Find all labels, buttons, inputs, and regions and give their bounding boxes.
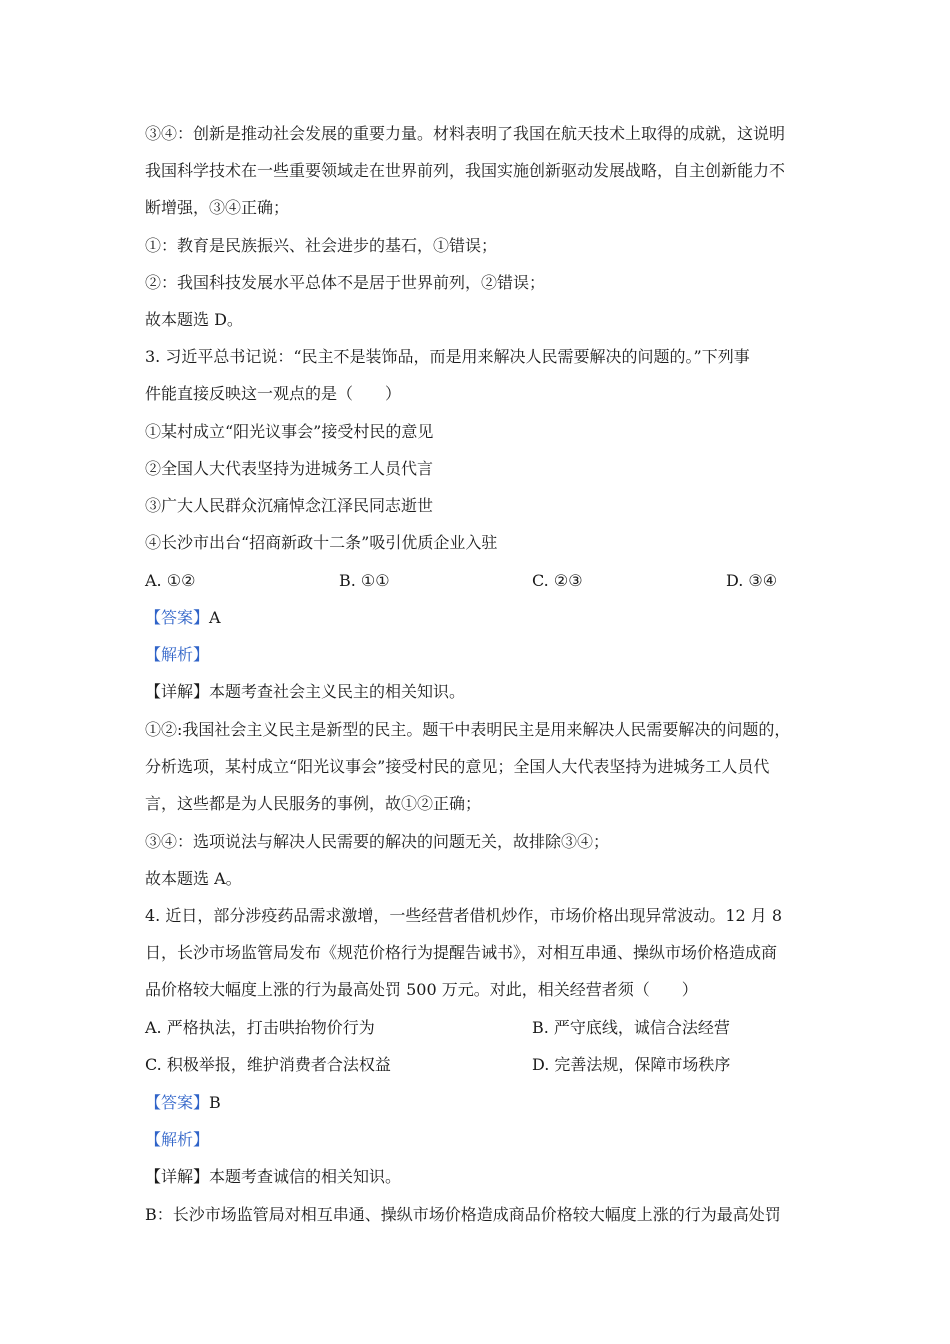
q3-option-c: C. ②③ bbox=[532, 571, 583, 590]
detail-tag: 【详解】 bbox=[145, 1167, 210, 1186]
q2-analysis-line: ③④：创新是推动社会发展的重要力量。材料表明了我国在航天技术上取得的成就，这说明 bbox=[145, 124, 786, 143]
q3-analysis-line: ①②:我国社会主义民主是新型的民主。题干中表明民主是用来解决人民需要解决的问题的， bbox=[145, 720, 791, 739]
answer-value: B bbox=[209, 1093, 221, 1112]
q3-answer bbox=[145, 608, 221, 628]
q3-option-d: D. ③④ bbox=[726, 571, 778, 590]
q4-detail bbox=[145, 1167, 401, 1187]
analysis-tag: 【解析】 bbox=[145, 645, 210, 664]
q4-answer bbox=[145, 1093, 221, 1113]
q3-detail bbox=[145, 682, 465, 702]
q2-analysis-line: 断增强，③④正确； bbox=[145, 198, 290, 217]
q2-analysis-line: 我国科学技术在一些重要领域走在世界前列，我国实施创新驱动发展战略，自主创新能力不 bbox=[145, 161, 786, 180]
q4-option-a: A. 严格执法，打击哄抬物价行为 bbox=[145, 1018, 375, 1037]
q3-stem: 件能直接反映这一观点的是（ ） bbox=[145, 384, 402, 403]
answer-tag: 【答案】 bbox=[145, 608, 210, 627]
analysis-tag: 【解析】 bbox=[145, 1130, 210, 1149]
detail-text: 本题考查社会主义民主的相关知识。 bbox=[209, 682, 466, 701]
q3-item: ③广大人民群众沉痛悼念江泽民同志逝世 bbox=[145, 496, 434, 515]
q4-stem: 4. 近日，部分涉疫药品需求激增，一些经营者借机炒作，市场价格出现异常波动。12 月 8 bbox=[145, 906, 783, 925]
q2-analysis-line: ①：教育是民族振兴、社会进步的基石，①错误； bbox=[145, 236, 498, 255]
q4-option-b: B. 严守底线，诚信合法经营 bbox=[532, 1018, 730, 1037]
q4-option-d: D. 完善法规，保障市场秩序 bbox=[532, 1055, 731, 1074]
answer-value: A bbox=[209, 608, 221, 627]
q4-analysis-line: B：长沙市场监管局对相互串通、操纵市场价格造成商品价格较大幅度上涨的行为最高处罚 bbox=[145, 1205, 781, 1224]
q3-analysis-line: 言，这些都是为人民服务的事例，故①②正确； bbox=[145, 794, 482, 813]
detail-text: 本题考查诚信的相关知识。 bbox=[209, 1167, 402, 1186]
answer-tag: 【答案】 bbox=[145, 1093, 210, 1112]
q3-analysis-line: 分析选项，某村成立“阳光议事会”接受村民的意见；全国人大代表坚持为进城务工人员代 bbox=[145, 757, 770, 776]
q3-option-b: B. ①① bbox=[339, 571, 390, 590]
q4-stem: 日，长沙市场监管局发布《规范价格行为提醒告诫书》，对相互串通、操纵市场价格造成商 bbox=[145, 943, 778, 962]
q4-stem: 品价格较大幅度上涨的行为最高处罚 500 万元。对此，相关经营者须（ ） bbox=[145, 980, 698, 999]
q3-item: ②全国人大代表坚持为进城务工人员代言 bbox=[145, 459, 434, 478]
q3-stem: 3. 习近平总书记说：“民主不是装饰品，而是用来解决人民需要解决的问题的。”下列事 bbox=[145, 347, 750, 366]
q3-option-a: A. ①② bbox=[145, 571, 196, 590]
q2-analysis-line: ②：我国科技发展水平总体不是居于世界前列，②错误； bbox=[145, 273, 546, 292]
q3-analysis-line: ③④：选项说法与解决人民需要的解决的问题无关，故排除③④； bbox=[145, 832, 610, 851]
q3-item: ④长沙市出台“招商新政十二条”吸引优质企业入驻 bbox=[145, 533, 498, 552]
detail-tag: 【详解】 bbox=[145, 682, 210, 701]
q3-item: ①某村成立“阳光议事会”接受村民的意见 bbox=[145, 422, 434, 441]
q2-conclusion: 故本题选 D。 bbox=[145, 310, 243, 329]
q3-conclusion: 故本题选 A。 bbox=[145, 869, 242, 888]
q4-option-c: C. 积极举报，维护消费者合法权益 bbox=[145, 1055, 391, 1074]
